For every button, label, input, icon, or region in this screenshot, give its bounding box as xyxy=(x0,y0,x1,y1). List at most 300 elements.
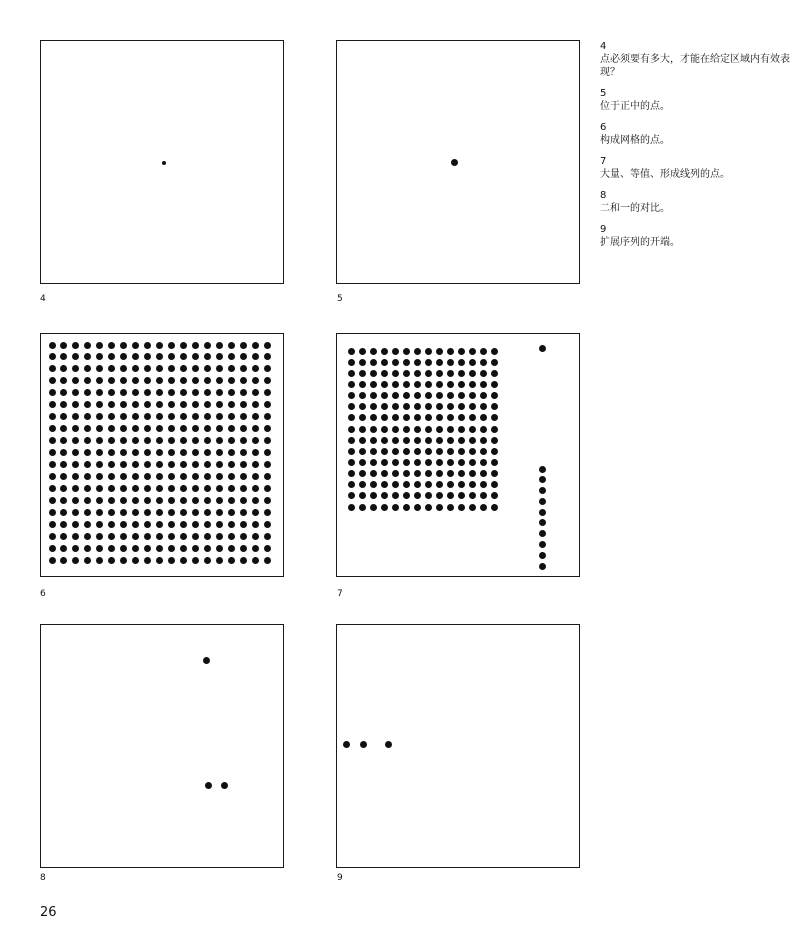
block-dot xyxy=(480,370,487,377)
grid-dot xyxy=(60,521,67,528)
block-dot xyxy=(403,437,410,444)
grid-dot xyxy=(192,533,199,540)
grid-dot xyxy=(96,353,103,360)
grid-dot xyxy=(192,342,199,349)
block-dot xyxy=(458,392,465,399)
grid-dot xyxy=(49,557,56,564)
grid-dot xyxy=(49,401,56,408)
grid-dot xyxy=(252,473,259,480)
grid-dot xyxy=(84,461,91,468)
grid-dot xyxy=(168,365,175,372)
grid-dot xyxy=(180,461,187,468)
grid-dot xyxy=(132,509,139,516)
block-dot xyxy=(403,459,410,466)
block-dot xyxy=(381,381,388,388)
block-dot xyxy=(370,481,377,488)
grid-dot xyxy=(84,342,91,349)
block-dot xyxy=(425,448,432,455)
grid-dot xyxy=(252,377,259,384)
caption-7 xyxy=(600,155,790,181)
grid-dot xyxy=(132,533,139,540)
block-dot xyxy=(425,348,432,355)
grid-dot xyxy=(144,485,151,492)
grid-dot xyxy=(84,389,91,396)
grid-dot xyxy=(168,521,175,528)
block-dot xyxy=(491,470,498,477)
grid-dot xyxy=(264,449,271,456)
grid-dot xyxy=(240,521,247,528)
grid-dot xyxy=(240,473,247,480)
grid-dot xyxy=(49,461,56,468)
block-dot xyxy=(370,370,377,377)
block-dot xyxy=(436,492,443,499)
block-dot xyxy=(359,448,366,455)
block-dot xyxy=(469,381,476,388)
grid-dot xyxy=(216,425,223,432)
block-dot xyxy=(425,470,432,477)
grid-dot xyxy=(96,377,103,384)
grid-dot xyxy=(192,437,199,444)
grid-dot xyxy=(264,377,271,384)
grid-dot xyxy=(216,377,223,384)
block-dot xyxy=(447,392,454,399)
grid-dot xyxy=(228,521,235,528)
block-dot xyxy=(403,470,410,477)
figure-4-panel xyxy=(40,40,284,284)
grid-dot xyxy=(192,461,199,468)
grid-dot xyxy=(180,437,187,444)
block-dot xyxy=(480,448,487,455)
grid-dot xyxy=(96,545,103,552)
grid-dot xyxy=(228,413,235,420)
block-dot xyxy=(359,470,366,477)
grid-dot xyxy=(216,437,223,444)
grid-dot xyxy=(144,353,151,360)
block-dot xyxy=(425,504,432,511)
grid-dot xyxy=(216,342,223,349)
grid-dot xyxy=(240,425,247,432)
grid-dot xyxy=(216,509,223,516)
block-dot xyxy=(491,414,498,421)
caption-9 xyxy=(600,223,790,249)
block-dot xyxy=(491,448,498,455)
block-dot xyxy=(447,370,454,377)
grid-dot xyxy=(192,485,199,492)
grid-dot xyxy=(144,425,151,432)
grid-dot xyxy=(192,425,199,432)
block-dot xyxy=(480,403,487,410)
grid-dot xyxy=(72,389,79,396)
grid-dot xyxy=(120,533,127,540)
grid-dot xyxy=(228,509,235,516)
block-dot xyxy=(491,359,498,366)
grid-dot xyxy=(132,497,139,504)
grid-dot xyxy=(156,533,163,540)
grid-dot xyxy=(264,342,271,349)
block-dot xyxy=(392,504,399,511)
grid-dot xyxy=(180,533,187,540)
grid-dot xyxy=(60,342,67,349)
grid-dot xyxy=(96,485,103,492)
grid-dot xyxy=(168,461,175,468)
grid-dot xyxy=(60,365,67,372)
grid-dot xyxy=(156,473,163,480)
block-dot xyxy=(348,481,355,488)
block-dot xyxy=(403,481,410,488)
grid-dot xyxy=(132,545,139,552)
grid-dot xyxy=(228,377,235,384)
grid-dot xyxy=(228,461,235,468)
grid-dot xyxy=(120,497,127,504)
block-dot xyxy=(469,426,476,433)
block-dot xyxy=(359,481,366,488)
block-dot xyxy=(403,348,410,355)
grid-dot xyxy=(120,509,127,516)
block-dot xyxy=(491,492,498,499)
grid-dot xyxy=(108,461,115,468)
block-dot xyxy=(359,437,366,444)
grid-dot xyxy=(96,437,103,444)
grid-dot xyxy=(156,401,163,408)
grid-dot xyxy=(228,545,235,552)
grid-dot xyxy=(204,342,211,349)
block-dot xyxy=(370,492,377,499)
grid-dot xyxy=(144,365,151,372)
grid-dot xyxy=(168,353,175,360)
grid-dot xyxy=(240,497,247,504)
figure-4-label: 4 xyxy=(40,294,46,304)
grid-dot xyxy=(120,365,127,372)
caption-list xyxy=(600,40,790,257)
grid-dot xyxy=(204,533,211,540)
block-dot xyxy=(381,359,388,366)
grid-dot xyxy=(204,413,211,420)
block-dot xyxy=(370,426,377,433)
grid-dot xyxy=(120,389,127,396)
block-dot xyxy=(348,492,355,499)
grid-dot xyxy=(180,509,187,516)
grid-dot xyxy=(120,521,127,528)
grid-dot xyxy=(108,342,115,349)
grid-dot xyxy=(108,389,115,396)
grid-dot xyxy=(108,485,115,492)
grid-dot xyxy=(264,389,271,396)
block-dot xyxy=(458,481,465,488)
block-dot xyxy=(359,348,366,355)
grid-dot xyxy=(132,377,139,384)
block-dot xyxy=(480,504,487,511)
single-dot xyxy=(203,657,210,664)
grid-dot xyxy=(84,425,91,432)
grid-dot xyxy=(49,485,56,492)
block-dot xyxy=(392,459,399,466)
line-dot xyxy=(539,476,546,483)
grid-dot xyxy=(49,497,56,504)
block-dot xyxy=(403,492,410,499)
figure-5-panel xyxy=(336,40,580,284)
grid-dot xyxy=(144,389,151,396)
block-dot xyxy=(436,437,443,444)
pair-dot-right xyxy=(221,782,228,789)
grid-dot xyxy=(252,461,259,468)
line-dot xyxy=(539,563,546,570)
grid-dot xyxy=(132,557,139,564)
grid-dot xyxy=(84,533,91,540)
caption-text: 点必须要有多大，才能在给定区域内有效表现？ xyxy=(600,54,790,78)
block-dot xyxy=(370,359,377,366)
grid-dot xyxy=(216,533,223,540)
grid-dot xyxy=(132,413,139,420)
block-dot xyxy=(447,403,454,410)
grid-dot xyxy=(204,509,211,516)
line-dot xyxy=(539,541,546,548)
grid-dot xyxy=(108,353,115,360)
grid-dot xyxy=(144,497,151,504)
block-dot xyxy=(370,392,377,399)
grid-dot xyxy=(264,365,271,372)
grid-dot xyxy=(156,377,163,384)
grid-dot xyxy=(192,497,199,504)
block-dot xyxy=(370,459,377,466)
caption-6 xyxy=(600,121,790,147)
block-dot xyxy=(469,414,476,421)
grid-dot xyxy=(240,461,247,468)
grid-dot xyxy=(60,413,67,420)
block-dot xyxy=(348,448,355,455)
block-dot xyxy=(458,426,465,433)
block-dot xyxy=(348,392,355,399)
grid-dot xyxy=(72,473,79,480)
block-dot xyxy=(370,381,377,388)
block-dot xyxy=(469,370,476,377)
block-dot xyxy=(469,459,476,466)
figure-8-panel xyxy=(40,624,284,868)
block-dot xyxy=(414,392,421,399)
block-dot xyxy=(480,392,487,399)
block-dot xyxy=(381,481,388,488)
figure-6-panel xyxy=(40,333,284,577)
block-dot xyxy=(403,381,410,388)
grid-dot xyxy=(204,377,211,384)
block-dot xyxy=(491,481,498,488)
grid-dot xyxy=(252,353,259,360)
grid-dot xyxy=(120,473,127,480)
block-dot xyxy=(414,437,421,444)
grid-dot xyxy=(192,389,199,396)
grid-dot xyxy=(168,401,175,408)
grid-dot xyxy=(72,533,79,540)
grid-dot xyxy=(204,557,211,564)
grid-dot xyxy=(132,365,139,372)
grid-dot xyxy=(216,473,223,480)
grid-dot xyxy=(108,437,115,444)
block-dot xyxy=(359,459,366,466)
block-dot xyxy=(392,437,399,444)
grid-dot xyxy=(60,509,67,516)
grid-dot xyxy=(204,485,211,492)
block-dot xyxy=(436,481,443,488)
block-dot xyxy=(436,381,443,388)
grid-dot xyxy=(132,353,139,360)
block-dot xyxy=(381,470,388,477)
grid-dot xyxy=(49,377,56,384)
caption-number: 9 xyxy=(600,224,607,235)
block-dot xyxy=(480,381,487,388)
grid-dot xyxy=(168,497,175,504)
block-dot xyxy=(436,459,443,466)
grid-dot xyxy=(120,413,127,420)
block-dot xyxy=(458,437,465,444)
block-dot xyxy=(447,448,454,455)
block-dot xyxy=(403,392,410,399)
grid-dot xyxy=(120,449,127,456)
grid-dot xyxy=(132,449,139,456)
block-dot xyxy=(414,381,421,388)
grid-dot xyxy=(84,497,91,504)
block-dot xyxy=(469,470,476,477)
grid-dot xyxy=(84,509,91,516)
block-dot xyxy=(392,492,399,499)
grid-dot xyxy=(264,437,271,444)
block-dot xyxy=(447,481,454,488)
grid-dot xyxy=(144,521,151,528)
block-dot xyxy=(414,370,421,377)
grid-dot xyxy=(180,545,187,552)
block-dot xyxy=(370,504,377,511)
block-dot xyxy=(425,370,432,377)
sequence-dot xyxy=(360,741,367,748)
grid-dot xyxy=(180,342,187,349)
caption-number: 4 xyxy=(600,41,607,52)
grid-dot xyxy=(84,557,91,564)
grid-dot xyxy=(84,353,91,360)
grid-dot xyxy=(49,473,56,480)
grid-dot xyxy=(180,377,187,384)
grid-dot xyxy=(264,461,271,468)
grid-dot xyxy=(192,353,199,360)
grid-dot xyxy=(49,413,56,420)
grid-dot xyxy=(240,401,247,408)
block-dot xyxy=(425,481,432,488)
grid-dot xyxy=(192,401,199,408)
block-dot xyxy=(447,359,454,366)
block-dot xyxy=(392,348,399,355)
grid-dot xyxy=(132,342,139,349)
grid-dot xyxy=(180,497,187,504)
block-dot xyxy=(381,392,388,399)
grid-dot xyxy=(49,521,56,528)
block-dot xyxy=(359,359,366,366)
grid-dot xyxy=(228,342,235,349)
line-dot xyxy=(539,552,546,559)
block-dot xyxy=(348,504,355,511)
block-dot xyxy=(414,470,421,477)
grid-dot xyxy=(228,365,235,372)
grid-dot xyxy=(180,389,187,396)
grid-dot xyxy=(192,365,199,372)
caption-text: 构成网格的点。 xyxy=(600,135,670,146)
line-dot xyxy=(539,487,546,494)
grid-dot xyxy=(180,353,187,360)
grid-dot xyxy=(96,521,103,528)
grid-dot xyxy=(264,353,271,360)
grid-dot xyxy=(192,473,199,480)
block-dot xyxy=(458,414,465,421)
grid-dot xyxy=(108,521,115,528)
grid-dot xyxy=(252,521,259,528)
grid-dot xyxy=(240,533,247,540)
caption-text: 位于正中的点。 xyxy=(600,101,670,112)
block-dot xyxy=(480,459,487,466)
grid-dot xyxy=(192,521,199,528)
grid-dot xyxy=(228,557,235,564)
grid-dot xyxy=(60,377,67,384)
block-dot xyxy=(436,448,443,455)
grid-dot xyxy=(49,425,56,432)
block-dot xyxy=(370,437,377,444)
block-dot xyxy=(359,492,366,499)
grid-dot xyxy=(168,425,175,432)
grid-dot xyxy=(144,557,151,564)
block-dot xyxy=(381,348,388,355)
block-dot xyxy=(480,359,487,366)
grid-dot xyxy=(120,401,127,408)
block-dot xyxy=(436,470,443,477)
grid-dot xyxy=(264,557,271,564)
grid-dot xyxy=(60,545,67,552)
caption-5 xyxy=(600,87,790,113)
grid-dot xyxy=(264,545,271,552)
grid-dot xyxy=(156,545,163,552)
grid-dot xyxy=(144,461,151,468)
figure-5-label: 5 xyxy=(337,294,343,304)
block-dot xyxy=(469,403,476,410)
grid-dot xyxy=(168,473,175,480)
grid-dot xyxy=(108,497,115,504)
block-dot xyxy=(348,359,355,366)
grid-dot xyxy=(156,413,163,420)
grid-dot xyxy=(49,509,56,516)
grid-dot xyxy=(216,557,223,564)
isolated-dot xyxy=(539,345,546,352)
grid-dot xyxy=(192,557,199,564)
grid-dot xyxy=(60,461,67,468)
caption-text: 扩展序列的开端。 xyxy=(600,237,680,248)
grid-dot xyxy=(204,389,211,396)
grid-dot xyxy=(264,533,271,540)
caption-number: 8 xyxy=(600,190,607,201)
grid-dot xyxy=(156,389,163,396)
grid-dot xyxy=(156,557,163,564)
grid-dot xyxy=(60,497,67,504)
grid-dot xyxy=(192,545,199,552)
grid-dot xyxy=(192,377,199,384)
grid-dot xyxy=(60,437,67,444)
grid-dot xyxy=(168,545,175,552)
grid-dot xyxy=(49,533,56,540)
block-dot xyxy=(381,403,388,410)
grid-dot xyxy=(96,365,103,372)
block-dot xyxy=(447,414,454,421)
grid-dot xyxy=(264,521,271,528)
grid-dot xyxy=(120,437,127,444)
grid-dot xyxy=(240,437,247,444)
grid-dot xyxy=(60,401,67,408)
grid-dot xyxy=(228,485,235,492)
grid-dot xyxy=(144,342,151,349)
grid-dot xyxy=(180,425,187,432)
grid-dot xyxy=(168,509,175,516)
